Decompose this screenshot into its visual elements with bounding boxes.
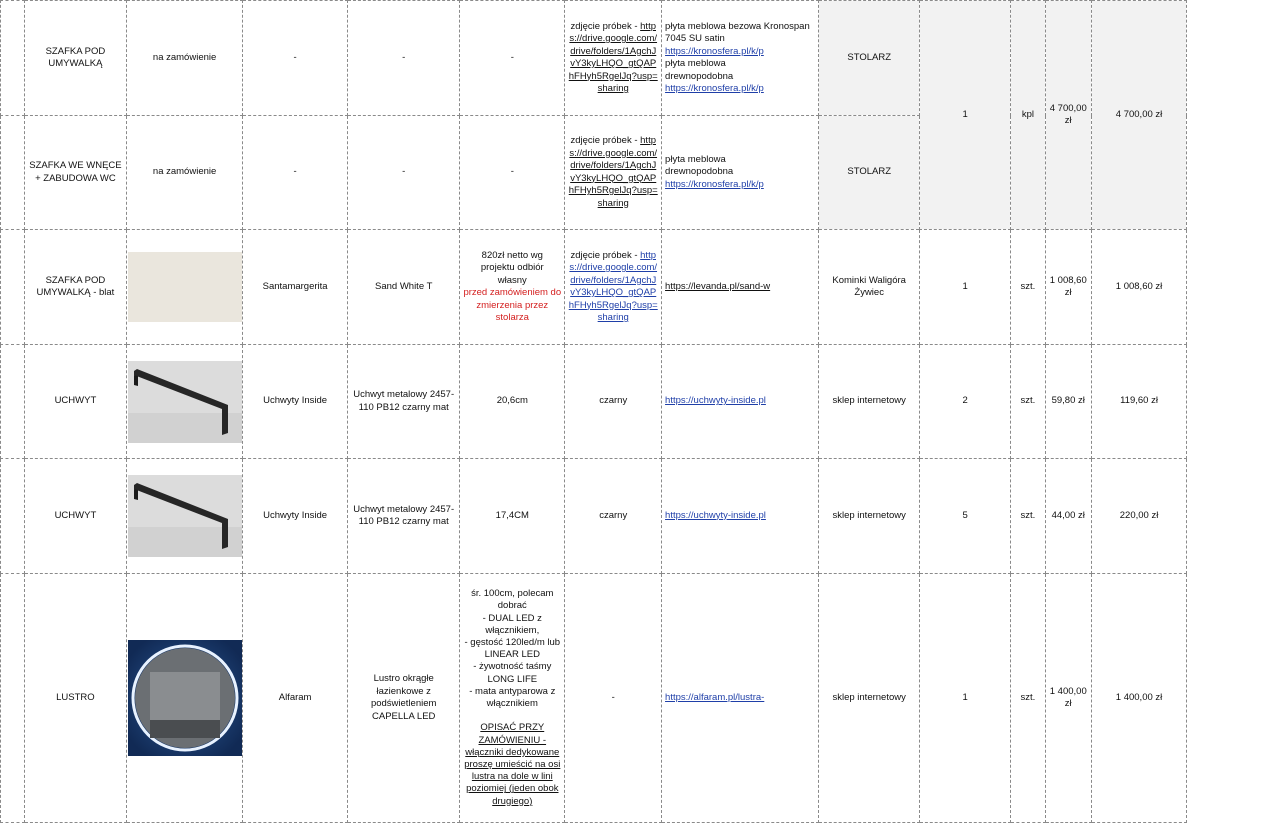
product-link[interactable]: https://levanda.pl/sand-w bbox=[665, 280, 771, 292]
item-name-cell[interactable]: UCHWYT bbox=[24, 459, 127, 574]
model-cell[interactable]: - bbox=[242, 116, 347, 230]
color-cell[interactable]: - bbox=[565, 574, 662, 823]
dimensions-cell[interactable]: - bbox=[460, 116, 565, 230]
countertop-sample-image bbox=[128, 252, 242, 322]
item-name-cell[interactable]: LUSTRO bbox=[24, 574, 127, 823]
sample-photo-label: zdjęcie próbek - bbox=[570, 249, 641, 261]
unit-cell[interactable]: szt. bbox=[1011, 574, 1046, 823]
color-cell[interactable] bbox=[565, 230, 662, 345]
quantity-cell[interactable]: 1 bbox=[920, 230, 1011, 345]
unit-cell[interactable]: szt. bbox=[1011, 345, 1046, 459]
quantity-cell[interactable]: 5 bbox=[920, 459, 1011, 574]
material-link[interactable]: https://kronosfera.pl/k/p bbox=[665, 178, 764, 190]
product-link-cell[interactable] bbox=[662, 345, 819, 459]
sample-photo-label: zdjęcie próbek - bbox=[570, 135, 641, 146]
total-price-cell[interactable]: 220,00 zł bbox=[1091, 459, 1187, 574]
table-row[interactable] bbox=[1, 345, 1276, 459]
total-price-cell[interactable]: 119,60 zł bbox=[1091, 345, 1187, 459]
unit-cell[interactable]: szt. bbox=[1011, 459, 1046, 574]
table-row[interactable] bbox=[1, 230, 1276, 345]
model-cell[interactable]: Uchwyty Inside bbox=[242, 459, 347, 574]
total-price-cell[interactable]: 1 400,00 zł bbox=[1091, 574, 1187, 823]
collection-cell[interactable]: Uchwyt metalowy 2457-110 PB12 czarny mat bbox=[348, 345, 460, 459]
sample-photo-link[interactable]: https://drive.google.com/drive/folders/1AgchJvY3kyLHQO_gtQAPhFHyh5RgelJq?usp=sharing bbox=[568, 135, 658, 209]
item-name-cell[interactable]: SZAFKA POD UMYWALKĄ bbox=[24, 1, 127, 116]
dimensions-cell[interactable]: 17,4CM bbox=[460, 459, 565, 574]
unit-cell[interactable]: kpl bbox=[1011, 1, 1046, 230]
quantity-cell[interactable]: 1 bbox=[920, 1, 1011, 230]
product-image-cell[interactable] bbox=[127, 345, 243, 459]
unit-price-cell[interactable]: 4 700,00 zł bbox=[1045, 1, 1091, 230]
collection-cell[interactable]: - bbox=[348, 116, 460, 230]
product-link-cell[interactable] bbox=[662, 574, 819, 823]
collection-cell[interactable]: Lustro okrągłe łazienkowe z podświetleniem CAPELLA LED bbox=[348, 574, 460, 823]
dimensions-cell[interactable]: 20,6cm bbox=[460, 345, 565, 459]
product-link[interactable]: https://uchwyty-inside.pl bbox=[665, 395, 766, 407]
producer-cell[interactable]: na zamówienie bbox=[127, 116, 243, 230]
model-cell[interactable]: Santamargerita bbox=[242, 230, 347, 345]
sample-photo-link[interactable]: https://drive.google.com/drive/folders/1AgchJvY3kyLHQO_gtQAPhFHyh5RgelJq?usp=sharing bbox=[568, 20, 658, 94]
mirror-options-note: śr. 100cm, polecam dobrać - DUAL LED z włącznikiem, - gęstość 120led/m lub LINEAR LED - żywotność taśmy LONG LIFE - mata antyparowa z włącznikiem bbox=[464, 588, 561, 710]
quantity-cell[interactable]: 2 bbox=[920, 345, 1011, 459]
collection-cell[interactable]: Uchwyt metalowy 2457-110 PB12 czarny mat bbox=[348, 459, 460, 574]
material-text: płyta meblowa drewnopodobna bbox=[665, 153, 734, 178]
dimensions-cell[interactable]: - bbox=[460, 1, 565, 116]
unit-price-cell[interactable]: 59,80 zł bbox=[1045, 345, 1091, 459]
supplier-cell[interactable]: STOLARZ bbox=[819, 1, 920, 116]
product-link[interactable]: https://uchwyty-inside.pl bbox=[665, 509, 766, 521]
dimensions-warning: przed zamówieniem do zmierzenia przez stolarza bbox=[463, 287, 562, 323]
row-margin-cell[interactable] bbox=[1, 345, 25, 459]
row-margin-cell[interactable] bbox=[1, 574, 25, 823]
item-name-cell[interactable]: SZAFKA POD UMYWALKĄ - blat bbox=[24, 230, 127, 345]
supplier-cell[interactable]: sklep internetowy bbox=[819, 459, 920, 574]
row-margin-cell[interactable] bbox=[1, 116, 25, 230]
supplier-cell[interactable]: Kominki Waligóra Żywiec bbox=[819, 230, 920, 345]
product-link-cell[interactable] bbox=[662, 230, 819, 345]
table-row[interactable] bbox=[1, 459, 1276, 574]
material-cell[interactable] bbox=[662, 1, 819, 116]
product-link[interactable]: https://alfaram.pl/lustra- bbox=[665, 691, 765, 703]
color-cell[interactable]: czarny bbox=[565, 345, 662, 459]
order-instruction-note: OPISAĆ PRZY ZAMÓWIENIU - włączniki dedykowane proszę umieścić na osi lustra na dole w lini poziomiej (jeden obok drugiego) bbox=[464, 722, 561, 807]
product-link-cell[interactable] bbox=[662, 459, 819, 574]
model-cell[interactable]: Alfaram bbox=[242, 574, 347, 823]
supplier-cell[interactable]: sklep internetowy bbox=[819, 345, 920, 459]
mirror-product-image bbox=[128, 640, 242, 756]
table-row[interactable] bbox=[1, 1, 1276, 116]
material-text: płyta meblowa bezowa Kronospan 7045 SU satin bbox=[665, 20, 810, 44]
row-margin-cell[interactable] bbox=[1, 1, 25, 116]
product-image-cell[interactable] bbox=[127, 459, 243, 574]
product-image-cell[interactable] bbox=[127, 574, 243, 823]
material-link[interactable]: https://kronosfera.pl/k/p bbox=[665, 45, 764, 57]
collection-cell[interactable]: - bbox=[348, 1, 460, 116]
unit-cell[interactable]: szt. bbox=[1011, 230, 1046, 345]
producer-cell[interactable]: na zamówienie bbox=[127, 1, 243, 116]
unit-price-cell[interactable]: 1 400,00 zł bbox=[1045, 574, 1091, 823]
handle-product-image bbox=[128, 361, 242, 443]
collection-cell[interactable]: Sand White T bbox=[348, 230, 460, 345]
total-price-cell[interactable]: 1 008,60 zł bbox=[1091, 230, 1187, 345]
unit-price-cell[interactable]: 1 008,60 zł bbox=[1045, 230, 1091, 345]
dimensions-note: 820zł netto wg projektu odbiór własny bbox=[480, 249, 544, 286]
item-name-cell[interactable]: SZAFKA WE WNĘCE + ZABUDOWA WC bbox=[24, 116, 127, 230]
color-cell[interactable] bbox=[565, 1, 662, 116]
material-cell[interactable] bbox=[662, 116, 819, 230]
sample-photo-label: zdjęcie próbek - bbox=[570, 20, 641, 32]
material2-text: płyta meblowa drewnopodobna bbox=[665, 58, 734, 82]
row-margin-cell[interactable] bbox=[1, 230, 25, 345]
material2-link[interactable]: https://kronosfera.pl/k/p bbox=[665, 83, 764, 94]
total-price-cell[interactable]: 4 700,00 zł bbox=[1091, 1, 1187, 230]
quantity-cell[interactable]: 1 bbox=[920, 574, 1011, 823]
table-row[interactable] bbox=[1, 574, 1276, 823]
dimensions-cell[interactable] bbox=[460, 230, 565, 345]
handle-product-image bbox=[128, 475, 242, 557]
color-cell[interactable]: czarny bbox=[565, 459, 662, 574]
product-image-cell[interactable] bbox=[127, 230, 243, 345]
dimensions-cell[interactable] bbox=[460, 574, 565, 823]
color-cell[interactable] bbox=[565, 116, 662, 230]
sample-photo-link[interactable]: https://drive.google.com/drive/folders/1AgchJvY3kyLHQO_gtQAPhFHyh5RgelJq?usp=sharing bbox=[568, 249, 658, 323]
supplier-cell[interactable]: sklep internetowy bbox=[819, 574, 920, 823]
model-cell[interactable]: - bbox=[242, 1, 347, 116]
row-margin-cell[interactable] bbox=[1, 459, 25, 574]
model-cell[interactable]: Uchwyty Inside bbox=[242, 345, 347, 459]
unit-price-cell[interactable]: 44,00 zł bbox=[1045, 459, 1091, 574]
supplier-cell[interactable]: STOLARZ bbox=[819, 116, 920, 230]
item-name-cell[interactable]: UCHWYT bbox=[24, 345, 127, 459]
